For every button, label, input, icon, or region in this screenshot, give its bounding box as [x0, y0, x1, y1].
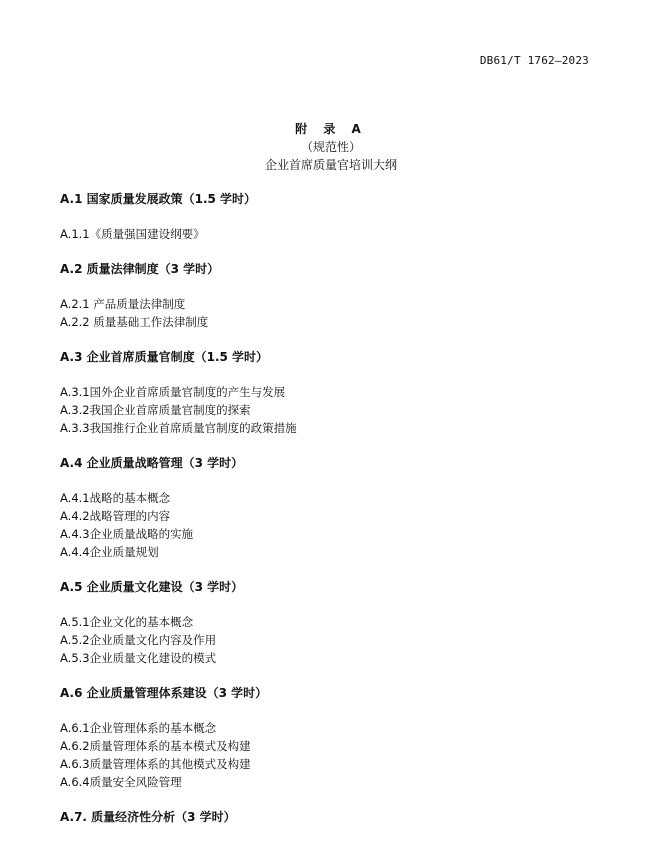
subsection-item — [60, 631, 600, 649]
annex-nature: （规范性） — [300, 140, 361, 154]
syllabus-section — [60, 578, 600, 667]
section-heading: A.5 企业质量文化建设（3 学时） — [60, 580, 244, 594]
annex-header — [0, 120, 662, 174]
subsection-text: 我国推行企业首席质量官制度的政策措施 — [89, 421, 297, 435]
subsection-number: A.4.4 — [60, 545, 90, 559]
syllabus-content — [60, 190, 600, 843]
subsection-text: 产品质量法律制度 — [89, 297, 186, 311]
subsection-number: A.2.2 — [60, 315, 90, 329]
subsection-number: A.4.2 — [60, 509, 90, 523]
subsection-text: 企业质量文化内容及作用 — [89, 633, 217, 647]
subsection-text: 国外企业首席质量官制度的产生与发展 — [89, 385, 286, 399]
subsection-item — [60, 419, 600, 437]
subsection-number: A.6.1 — [60, 721, 90, 735]
subsection-number: A.1.1 — [60, 227, 90, 241]
section-heading: A.6 企业质量管理体系建设（3 学时） — [60, 686, 268, 700]
subsection-item — [60, 489, 600, 507]
section-heading: A.3 企业首席质量官制度（1.5 学时） — [60, 350, 269, 364]
annex-title: 企业首席质量官培训大纲 — [264, 158, 397, 172]
subsection-number: A.3.3 — [60, 421, 90, 435]
subsection-item — [60, 507, 600, 525]
subsection-text: 质量基础工作法律制度 — [89, 315, 209, 329]
subsection-text: 企业质量规划 — [89, 545, 159, 559]
subsection-item — [60, 737, 600, 755]
subsection-number: A.4.3 — [60, 527, 90, 541]
syllabus-section — [60, 348, 600, 437]
section-heading: A.2 质量法律制度（3 学时） — [60, 262, 220, 276]
subsection-text: 质量安全风险管理 — [89, 775, 182, 789]
subsection-list — [60, 295, 600, 331]
subsection-item — [60, 295, 600, 313]
subsection-list — [60, 719, 600, 791]
subsection-item — [60, 313, 600, 331]
document-code: DB61/T 1762—2023 — [479, 54, 589, 67]
syllabus-section — [60, 190, 600, 243]
subsection-item — [60, 225, 600, 243]
subsection-item — [60, 649, 600, 667]
subsection-text: 企业文化的基本概念 — [89, 615, 194, 629]
syllabus-section — [60, 260, 600, 331]
subsection-list — [60, 225, 600, 243]
subsection-number: A.6.2 — [60, 739, 90, 753]
subsection-list — [60, 383, 600, 437]
section-heading: A.1 国家质量发展政策（1.5 学时） — [60, 192, 257, 206]
subsection-text: 质量管理体系的基本模式及构建 — [89, 739, 251, 753]
section-heading: A.7. 质量经济性分析（3 学时） — [60, 810, 236, 824]
subsection-text: 企业管理体系的基本概念 — [89, 721, 217, 735]
subsection-number: A.4.1 — [60, 491, 90, 505]
subsection-number: A.5.3 — [60, 651, 90, 665]
subsection-item — [60, 401, 600, 419]
subsection-number: A.6.4 — [60, 775, 90, 789]
subsection-list — [60, 613, 600, 667]
subsection-text: 战略的基本概念 — [89, 491, 171, 505]
subsection-text: 战略管理的内容 — [89, 509, 171, 523]
subsection-list — [60, 489, 600, 561]
subsection-number: A.5.2 — [60, 633, 90, 647]
syllabus-section — [60, 684, 600, 791]
section-heading: A.4 企业质量战略管理（3 学时） — [60, 456, 244, 470]
subsection-text: 企业质量文化建设的模式 — [89, 651, 217, 665]
subsection-number: A.2.1 — [60, 297, 90, 311]
subsection-number: A.5.1 — [60, 615, 90, 629]
subsection-item — [60, 719, 600, 737]
subsection-item — [60, 525, 600, 543]
subsection-number: A.3.1 — [60, 385, 90, 399]
subsection-text: 《质量强国建设纲要》 — [89, 227, 205, 241]
subsection-text: 我国企业首席质量官制度的探索 — [89, 403, 251, 417]
subsection-item — [60, 613, 600, 631]
annex-label: 附 录 A — [295, 122, 367, 136]
subsection-text: 质量管理体系的其他模式及构建 — [89, 757, 251, 771]
subsection-text: 企业质量战略的实施 — [89, 527, 194, 541]
subsection-item — [60, 383, 600, 401]
subsection-item — [60, 543, 600, 561]
syllabus-section — [60, 454, 600, 561]
syllabus-section — [60, 808, 600, 826]
subsection-number: A.3.2 — [60, 403, 90, 417]
subsection-item — [60, 755, 600, 773]
subsection-item — [60, 773, 600, 791]
subsection-number: A.6.3 — [60, 757, 90, 771]
